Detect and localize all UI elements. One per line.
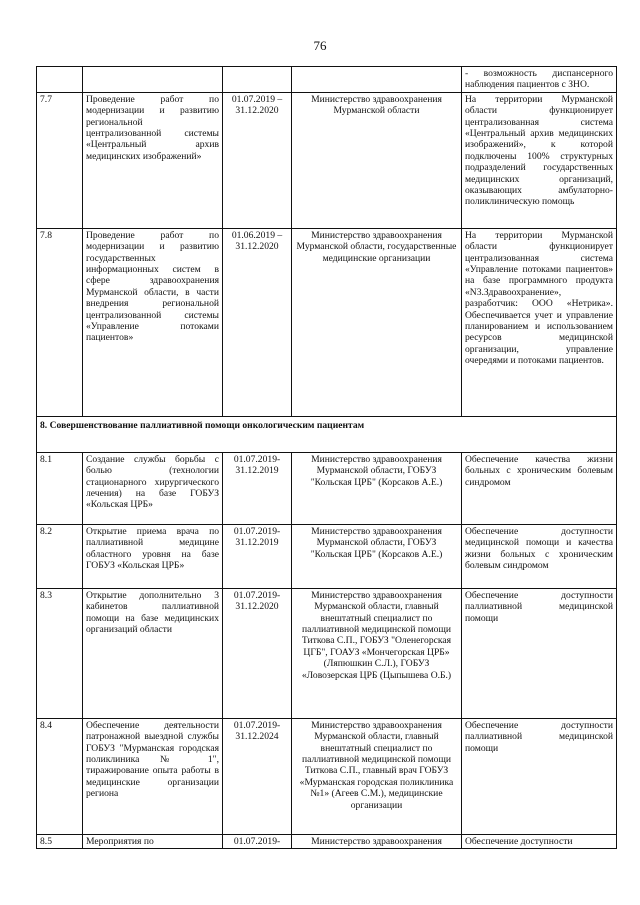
dates-cell [223, 67, 292, 93]
executor-cell: Министерство здравоохранения Мурманской области, ГОБУЗ "Кольская ЦРБ" (Корсаков А.Е.) [292, 452, 462, 524]
end-date: 31.12.2020 [235, 601, 279, 613]
measure-name-cell: Создание службы борьбы с болью (технологии стационарного хирургического лечения) на базе ГОБУЗ «Кольская ЦРБ» [83, 452, 223, 524]
measures-table [36, 66, 617, 849]
start-date: 01.07.2019- [233, 835, 281, 847]
table-row [37, 92, 617, 228]
start-date: 01.07.2019 – [231, 93, 283, 105]
page-number: 76 [313, 38, 327, 53]
table-row [37, 588, 617, 718]
table-row [37, 228, 617, 416]
row-number-cell: 8.1 [37, 452, 83, 524]
executor-cell: Министерство здравоохранения Мурманской области, ГОБУЗ "Кольская ЦРБ" (Корсаков А.Е.) [292, 524, 462, 588]
executor-cell: Министерство здравоохранения Мурманской области [292, 92, 462, 228]
start-date: 01.07.2019- [233, 453, 281, 465]
result-cell: На территории Мурманской области функционирует централизованная система «Управление потоками пациентов» на базе программного продукта «N3.Здравоохранение», разработчик: ООО «Нетрика». Обеспечивается учет и управление планированием и использованием ресурсов медицинской организации, управление очередями и потоками пациентов. [462, 228, 617, 416]
end-date: 31.12.2019 [235, 465, 279, 477]
result-cell: На территории Мурманской области функционирует централизованная система «Центральный архив медицинских изображений», к которой подключены 100% структурных подразделений государственных медицинских организаций, оказывающих амбулаторно-поликлиническую помощь [462, 92, 617, 228]
measure-name-cell [83, 67, 223, 93]
row-number-cell: 8.4 [37, 718, 83, 834]
dates-cell [223, 228, 292, 416]
executor-cell: Министерство здравоохранения Мурманской области, главный внештатный специалист по паллиативной медицинской помощи Титкова С.П., главный врач ГОБУЗ «Мурманская городская поликлиника №1» (Агеев С.М.), медицинские организации [292, 718, 462, 834]
result-cell: Обеспечение доступности [462, 834, 617, 848]
end-date: 31.12.2019 [235, 537, 279, 549]
result-cell: Обеспечение доступности паллиативной медицинской помощи [462, 588, 617, 718]
start-date: 01.07.2019- [233, 525, 281, 537]
section-row [37, 416, 617, 452]
result-cell: Обеспечение доступности медицинской помощи и качества жизни больных с хроническим болевым синдромом [462, 524, 617, 588]
measure-name-cell: Открытие дополнительно 3 кабинетов паллиативной помощи на базе медицинских организаций области [83, 588, 223, 718]
start-date: 01.07.2019- [233, 589, 281, 601]
section-title: 8. Совершенствование паллиативной помощи онкологическим пациентам [37, 416, 617, 452]
executor-cell: Министерство здравоохранения Мурманской области, главный внештатный специалист по паллиативной медицинской помощи Титкова С.П., ГОБУЗ "Оленегорская ЦГБ", ГОАУЗ «Мончегорская ЦРБ» (Ляпюшкин С.Л.), ГОБУЗ «Ловозерская ЦРБ (Цыпышева О.Б.) [292, 588, 462, 718]
table-row [37, 524, 617, 588]
table-row [37, 452, 617, 524]
table-row [37, 834, 617, 848]
measure-name-cell: Открытие приема врача по паллиативной медицине областного уровня на базе ГОБУЗ «Кольская ЦРБ» [83, 524, 223, 588]
dates-cell [223, 92, 292, 228]
row-number-cell: 7.7 [37, 92, 83, 228]
measure-name-cell: Проведение работ по модернизации и развитию региональной централизованной системы «Центральный архив медицинских изображений» [83, 92, 223, 228]
start-date: 01.07.2019- [233, 719, 281, 731]
result-cell: Обеспечение качества жизни больных с хроническим болевым синдромом [462, 452, 617, 524]
executor-cell: Министерство здравоохранения Мурманской области, государственные медицинские организации [292, 228, 462, 416]
table-row [37, 718, 617, 834]
executor-cell [292, 67, 462, 93]
row-number-cell: 8.5 [37, 834, 83, 848]
measure-name-cell: Проведение работ по модернизации и развитию государственных информационных систем в сфере здравоохранения Мурманской области, в части внедрения региональной централизованной системы «Управление потоками пациентов» [83, 228, 223, 416]
result-cell: - возможность диспансерного наблюдения пациентов с ЗНО. [462, 67, 617, 93]
dates-cell [223, 524, 292, 588]
executor-cell: Министерство здравоохранения [292, 834, 462, 848]
dates-cell [223, 718, 292, 834]
row-number-cell: 8.3 [37, 588, 83, 718]
result-cell: Обеспечение доступности паллиативной медицинской помощи [462, 718, 617, 834]
measure-name-cell: Обеспечение деятельности патронажной выездной службы ГОБУЗ "Мурманская городская поликлиника № 1", тиражирование опыта работы в медицинские организации региона [83, 718, 223, 834]
row-number-cell [37, 67, 83, 93]
row-number-cell: 8.2 [37, 524, 83, 588]
end-date: 31.12.2024 [235, 731, 279, 743]
row-number-cell: 7.8 [37, 228, 83, 416]
dates-cell [223, 452, 292, 524]
start-date: 01.06.2019 – [231, 229, 283, 241]
dates-cell [223, 834, 292, 848]
table-row [37, 67, 617, 93]
measure-name-cell: Мероприятия по [83, 834, 223, 848]
end-date: 31.12.2020 [235, 105, 279, 117]
dates-cell [223, 588, 292, 718]
end-date: 31.12.2020 [235, 241, 279, 253]
